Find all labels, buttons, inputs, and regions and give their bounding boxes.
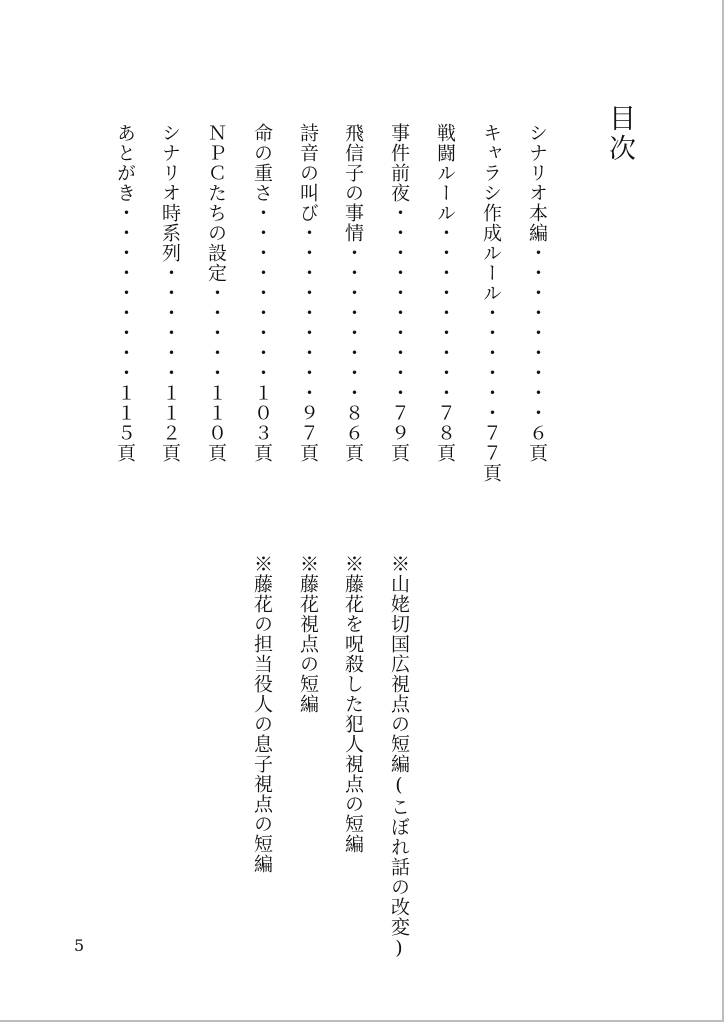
page-number: 5: [74, 936, 85, 955]
toc-title: 目次: [604, 104, 635, 164]
toc-entry-scenario-timeline: シナリオ時系列・・・・・・１１２頁: [159, 123, 181, 463]
toc-entry-character-creation: キャラシ作成ルール・・・・・・７７頁: [480, 123, 502, 483]
toc-entry-eve-of-incident: 事件前夜・・・・・・・・・・７９頁: [388, 123, 410, 463]
toc-entry-weight-of-life: 命の重さ・・・・・・・・・１０３頁: [251, 123, 273, 463]
toc-note-culprit: ※藤花を呪殺した犯人視点の短編: [342, 554, 364, 854]
toc-note-fujika: ※藤花視点の短編: [297, 554, 319, 714]
toc-note-official-son: ※藤花の担当役人の息子視点の短編: [251, 554, 273, 874]
toc-entry-combat-rules: 戦闘ルール・・・・・・・・・７８頁: [434, 123, 456, 463]
toc-note-yamanbagiri: ※山姥切国広視点の短編(こぼれ話の改変): [388, 554, 410, 960]
toc-entry-afterword: あとがき・・・・・・・・・１１５頁: [114, 123, 136, 463]
toc-entry-shion-cry: 詩音の叫び・・・・・・・・・９７頁: [297, 123, 319, 463]
toc-entry-hishinko-circumstances: 飛信子の事情・・・・・・・・８６頁: [342, 123, 364, 463]
toc-entry-npc-settings: ＮＰＣたちの設定・・・・・１１０頁: [205, 123, 227, 463]
toc-entry-scenario-main: シナリオ本編・・・・・・・・・６頁: [526, 123, 548, 463]
